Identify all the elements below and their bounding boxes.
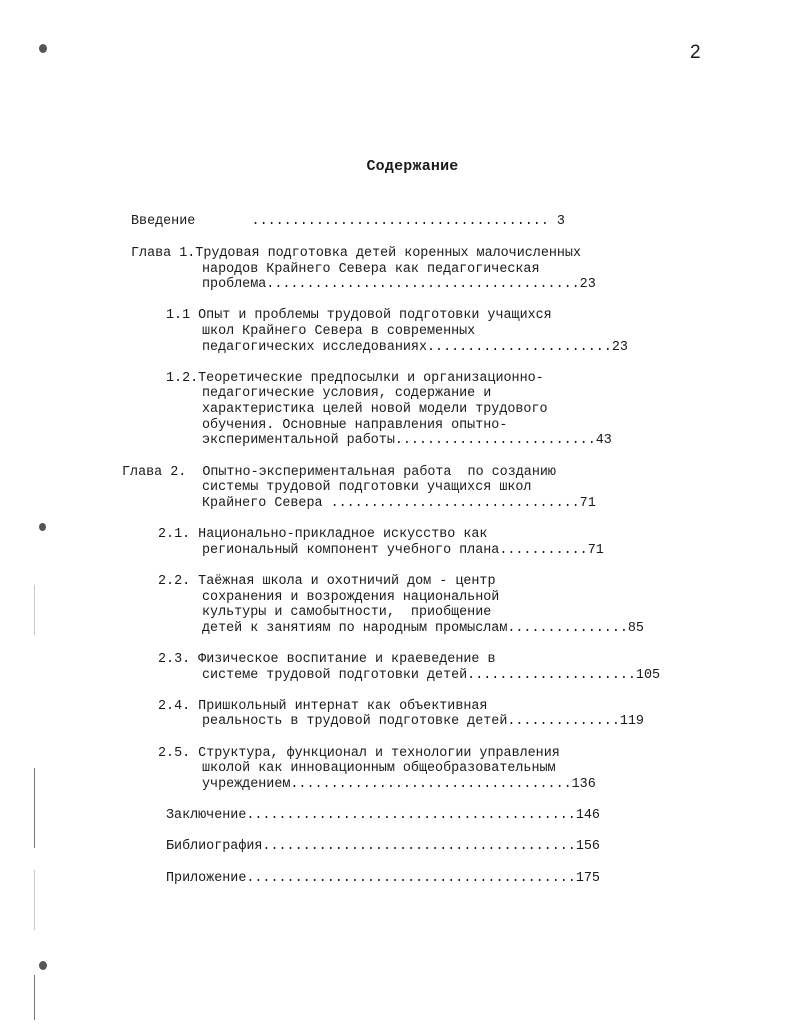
toc-entry-2-5-cont: школой как инновационным общеобразовательным — [202, 761, 556, 776]
toc-entry-1-2-cont: обучения. Основные направления опытно- — [202, 418, 508, 433]
toc-entry-2-2-cont: культуры и самобытности, приобщение — [202, 605, 492, 620]
toc-entry-2-5: 2.5. Структура, функционал и технологии управления — [158, 746, 560, 761]
toc-entry-chapter1-cont: проблема.......................................23 — [202, 277, 596, 292]
scan-mark — [39, 961, 47, 970]
toc-entry-2-2: 2.2. Таёжная школа и охотничий дом - центр — [158, 574, 496, 589]
toc-entry-conclusion: Заключение.........................................146 — [166, 808, 600, 823]
toc-entry-1-1: 1.1 Опыт и проблемы трудовой подготовки учащихся — [166, 308, 552, 323]
binding-line — [34, 585, 35, 635]
scan-mark — [39, 44, 47, 53]
page-number: 2 — [690, 42, 701, 63]
toc-entry-1-2-cont: педагогические условия, содержание и — [202, 386, 492, 401]
toc-entry-2-1: 2.1. Национально-прикладное искусство как — [158, 527, 488, 542]
toc-entry-2-3-cont: системе трудовой подготовки детей.....................105 — [202, 668, 661, 683]
toc-title: Содержание — [366, 158, 459, 175]
scan-mark — [39, 523, 46, 531]
binding-line — [34, 975, 35, 1020]
binding-line — [34, 768, 35, 848]
toc-entry-2-1-cont: региональный компонент учебного плана...........71 — [202, 543, 604, 558]
toc-entry-2-2-cont: детей к занятиям по народным промыслам...............85 — [202, 621, 644, 636]
toc-entry-chapter2-cont: системы трудовой подготовки учащихся школ — [202, 480, 532, 495]
toc-entry-2-4: 2.4. Пришкольный интернат как объективная — [158, 699, 488, 714]
toc-entry-chapter2: Глава 2. Опытно-экспериментальная работа по созданию — [122, 465, 556, 480]
toc-entry-intro: Введение ..................................... 3 — [131, 214, 565, 229]
toc-entry-2-4-cont: реальность в трудовой подготовке детей..............119 — [202, 714, 644, 729]
toc-entry-1-2-cont: экспериментальной работы.........................43 — [202, 433, 612, 448]
toc-entry-chapter1-cont: народов Крайнего Севера как педагогическая — [202, 262, 540, 277]
toc-entry-1-2-cont: характеристика целей новой модели трудового — [202, 402, 548, 417]
toc-entry-2-5-cont: учреждением...................................136 — [202, 777, 596, 792]
toc-entry-chapter1: Глава 1.Трудовая подготовка детей коренных малочисленных — [131, 246, 581, 261]
toc-entry-1-2: 1.2.Теоретические предпосылки и организационно- — [166, 371, 544, 386]
toc-entry-bibliography: Библиография.......................................156 — [166, 839, 600, 854]
toc-entry-1-1-cont: школ Крайнего Севера в современных — [202, 324, 476, 339]
toc-entry-chapter2-cont: Крайнего Севера ...............................71 — [202, 496, 596, 511]
toc-entry-appendix: Приложение.........................................175 — [166, 871, 600, 886]
toc-entry-1-1-cont: педагогических исследованиях.......................23 — [202, 340, 628, 355]
toc-entry-2-2-cont: сохранения и возрождения национальной — [202, 590, 500, 605]
toc-entry-2-3: 2.3. Физическое воспитание и краеведение в — [158, 652, 496, 667]
binding-line — [34, 870, 35, 930]
